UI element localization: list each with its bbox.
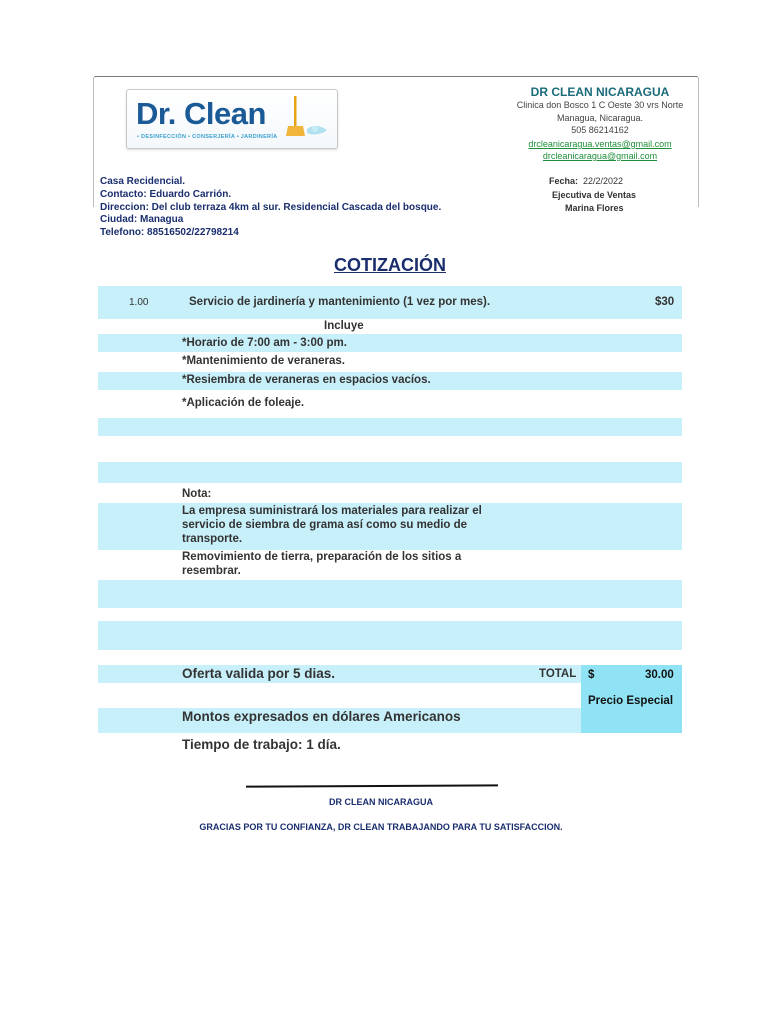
total-currency: $: [588, 669, 595, 681]
total-amount: 30.00: [645, 669, 674, 681]
broom-icon: [279, 96, 329, 138]
company-email-sales[interactable]: drcleanicaragua.ventas@gmail.com: [528, 139, 672, 149]
company-name: DR CLEAN NICARAGUA: [530, 85, 670, 99]
band-row: [98, 418, 682, 436]
band-row: [98, 462, 682, 483]
date-value: 22/2/2022: [583, 176, 624, 186]
company-address-1: Clinica don Bosco 1 C Oeste 30 vrs Norte: [516, 100, 684, 110]
signature-line: [246, 784, 498, 787]
includes-header: Incluye: [324, 320, 364, 332]
sales-name: Marina Flores: [565, 203, 624, 213]
item-description: Servicio de jardinería y mantenimiento (1 vez por mes).: [189, 296, 491, 308]
note-line: servicio de siembra de grama así como su medio de: [182, 519, 468, 531]
note-line: La empresa suministrará los materiales para realizar el: [182, 505, 482, 517]
note-line: resembrar.: [182, 565, 241, 577]
footer-company: DR CLEAN NICARAGUA: [329, 797, 433, 807]
footer-thanks: GRACIAS POR TU CONFIANZA, DR CLEAN TRABAJANDO PARA TU SATISFACCION.: [199, 822, 563, 832]
client-type: Casa Recidencial.: [100, 176, 186, 187]
company-address-2: Managua, Nicaragua.: [556, 113, 644, 123]
item-price: $30: [655, 296, 675, 308]
client-city: Ciudad: Managua: [100, 214, 184, 225]
total-label: TOTAL: [539, 668, 577, 680]
logo-brand: Dr. Clean: [136, 96, 266, 131]
work-time: Tiempo de trabajo: 1 día.: [182, 737, 341, 752]
include-item: *Mantenimiento de veraneras.: [182, 355, 345, 367]
client-contact: Contacto: Eduardo Carrión.: [100, 189, 232, 200]
include-item: *Aplicación de foleaje.: [182, 397, 305, 409]
band-row: [98, 580, 682, 608]
logo-tagline: • DESINFECCIÓN • CONSERJERÍA • JARDINERÍA: [137, 134, 278, 140]
currency-note: Montos expresados en dólares Americanos: [182, 709, 461, 724]
company-email[interactable]: drcleanicaragua@gmail.com: [542, 151, 658, 161]
company-phone: 505 86214162: [571, 125, 629, 135]
date-label: Fecha:: [549, 176, 579, 186]
include-item: *Horario de 7:00 am - 3:00 pm.: [182, 337, 347, 349]
offer-validity: Oferta valida por 5 dias.: [182, 666, 336, 681]
note-label: Nota:: [182, 488, 212, 500]
sales-role: Ejecutiva de Ventas: [552, 190, 637, 200]
item-qty: 1.00: [129, 297, 149, 308]
band-row: [98, 621, 682, 650]
document-title: COTIZACIÓN: [334, 255, 446, 275]
note-line: transporte.: [182, 533, 243, 545]
special-price-label: Precio Especial: [588, 695, 674, 707]
client-phone: Telefono: 88516502/22798214: [100, 227, 239, 238]
note-line: Removimiento de tierra, preparación de los sitios a: [182, 551, 462, 563]
include-item: *Resiembra de veraneras en espacios vacíos.: [182, 374, 431, 386]
company-logo: [126, 89, 338, 149]
client-address: Direccion: Del club terraza 4km al sur. Residencial Cascada del bosque.: [100, 202, 442, 213]
